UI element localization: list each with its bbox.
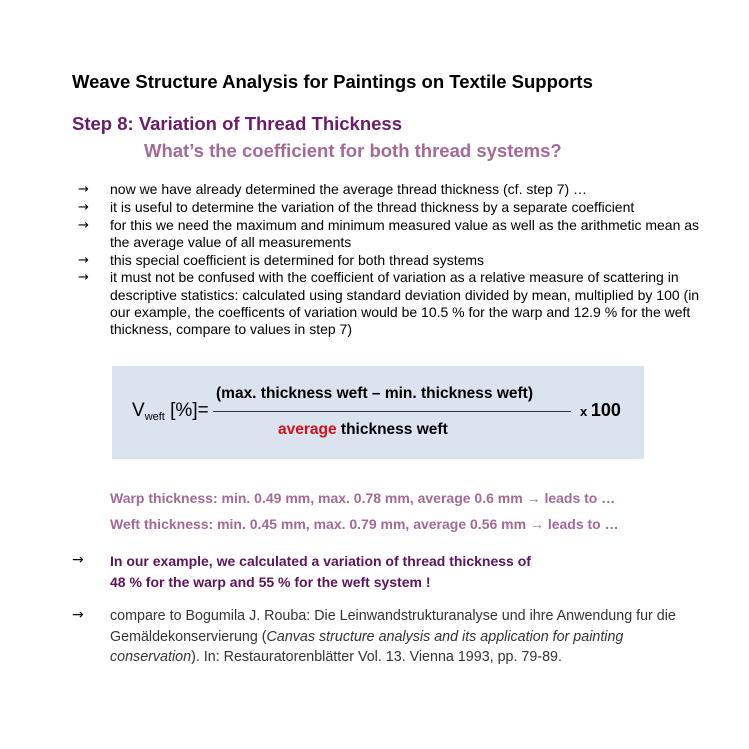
bullet-item: [78, 217, 718, 252]
bullet-item: [78, 181, 718, 198]
arrow-icon: →: [78, 270, 89, 286]
step-question: What’s the coefficient for both thread systems?: [144, 140, 562, 161]
multiplier-value: 100: [590, 400, 621, 420]
fraction-line: [213, 411, 571, 412]
bullet-list: [78, 181, 718, 339]
formula-equals: [%]=: [164, 400, 209, 421]
bullet-text: it is useful to determine the variation of the thread thickness by a separate coefficient: [110, 198, 635, 215]
arrow-icon: →: [78, 199, 89, 215]
result-text: [110, 551, 670, 593]
formula-lhs: [132, 400, 209, 423]
weft-measurement: Weft thickness: min. 0.45 mm, max. 0.79 mm, average 0.56 mm → leads to …: [110, 516, 619, 532]
bullet-text: for this we need the maximum and minimum measured value as well as the arithmetic mean as the average value of all measurements: [110, 216, 700, 250]
bullet-item: [78, 252, 718, 269]
arrow-icon: →: [72, 607, 84, 623]
denominator-rest: thickness weft: [336, 421, 448, 438]
bullet-text: now we have already determined the average thread thickness (cf. step 7) …: [110, 181, 588, 197]
bullet-item: [78, 199, 718, 216]
reference-text: [110, 606, 680, 668]
bullet-text: it must not be confused with the coefficient of variation as a relative measure of scattering in descriptive statistics: calculated using standard deviation divided by mean, multiplied by 100 (in our example, the coefficents of variation would be 10.5 % for the warp and 12.9 % for the weft thickness, compare to values in step 7): [110, 269, 700, 338]
reference-before: compare to Bogumila J. Rouba: Die Leinwandstrukturanalyse und ihre Anwendung fur die Gemäldekonservierung (: [110, 608, 676, 645]
formula-numerator: (max. thickness weft – min. thickness weft): [216, 385, 533, 402]
formula-multiplier: [580, 400, 621, 421]
multiplier-x: x: [580, 404, 591, 419]
reference-italic: Canvas structure analysis and its application for painting conservation: [110, 628, 624, 665]
formula-subscript: weft: [144, 411, 165, 423]
arrow-icon: →: [78, 217, 89, 233]
denominator-highlight: average: [278, 421, 337, 438]
formula-denominator: [278, 421, 448, 439]
warp-measurement: Warp thickness: min. 0.49 mm, max. 0.78 mm, average 0.6 mm → leads to …: [110, 490, 616, 506]
arrow-icon: →: [78, 182, 89, 197]
step-title: Step 8: Variation of Thread Thickness: [72, 113, 403, 134]
bullet-text: this special coefficient is determined for both thread systems: [110, 251, 485, 268]
result-line-1: In our example, we calculated a variation of thread thickness of: [110, 553, 531, 569]
page-title: Weave Structure Analysis for Paintings on Textile Supports: [72, 71, 593, 92]
formula-v: V: [132, 400, 145, 421]
result-line-2: 48 % for the warp and 55 % for the weft system !: [110, 574, 431, 590]
arrow-icon: →: [78, 252, 89, 268]
arrow-icon: →: [72, 552, 84, 568]
bullet-item: [78, 269, 718, 338]
reference-after: ). In: Restauratorenblätter Vol. 13. Vienna 1993, pp. 79-89.: [191, 649, 562, 665]
